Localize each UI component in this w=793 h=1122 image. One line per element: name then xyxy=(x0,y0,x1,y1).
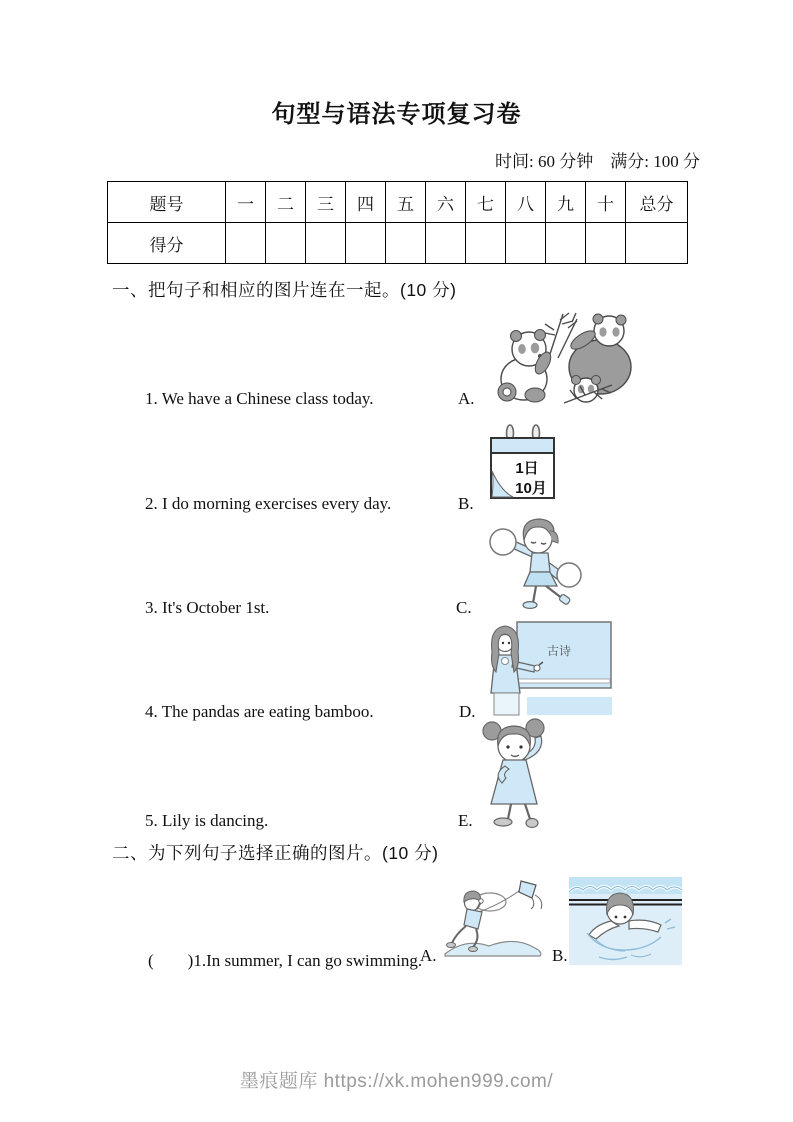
watermark-footer: 墨痕题库 https://xk.mohen999.com/ xyxy=(239,1071,554,1092)
header-cell-question-number: 题号 xyxy=(108,182,226,223)
match-sentence-5: 5. Lily is dancing. xyxy=(145,811,269,830)
morning-exercise-illustration xyxy=(486,511,604,613)
score-cell xyxy=(306,223,346,264)
score-cell-total xyxy=(626,223,688,264)
choice-option-a-label: A. xyxy=(420,946,437,965)
calendar-illustration xyxy=(489,424,557,502)
match-sentence-3: 3. It's October 1st. xyxy=(145,598,270,617)
header-cell-7: 七 xyxy=(466,182,506,223)
pandas-illustration xyxy=(488,306,638,406)
score-cell xyxy=(266,223,306,264)
header-cell-4: 四 xyxy=(346,182,386,223)
score-cell xyxy=(226,223,266,264)
exam-meta: 时间: 60 分钟 满分: 100 分 xyxy=(495,152,700,171)
section2-heading: 二、为下列句子选择正确的图片。(10 分) xyxy=(112,843,439,863)
kite-flying-illustration xyxy=(443,876,548,961)
match-sentence-2: 2. I do morning exercises every day. xyxy=(145,494,392,513)
match-sentence-4: 4. The pandas are eating bamboo. xyxy=(145,702,374,721)
header-cell-1: 一 xyxy=(226,182,266,223)
choice-question-1: ( )1.In summer, I can go swimming. xyxy=(148,951,423,970)
chinese-class-illustration xyxy=(487,621,612,716)
score-table xyxy=(107,181,688,264)
header-cell-10: 十 xyxy=(586,182,626,223)
header-cell-9: 九 xyxy=(546,182,586,223)
dancing-girl-illustration xyxy=(469,716,575,829)
score-row-label: 得分 xyxy=(108,223,226,264)
header-cell-2: 二 xyxy=(266,182,306,223)
header-cell-total: 总分 xyxy=(626,182,688,223)
match-letter-b: B. xyxy=(458,494,474,513)
match-letter-c: C. xyxy=(456,598,472,617)
match-letter-d: D. xyxy=(459,702,476,721)
swimming-illustration xyxy=(569,877,682,965)
score-cell xyxy=(346,223,386,264)
score-cell xyxy=(426,223,466,264)
header-cell-6: 六 xyxy=(426,182,466,223)
header-cell-5: 五 xyxy=(386,182,426,223)
match-sentence-1: 1. We have a Chinese class today. xyxy=(145,389,374,408)
match-letter-e: E. xyxy=(458,811,473,830)
score-cell xyxy=(586,223,626,264)
calendar-month-label: 10月 xyxy=(515,480,547,497)
page-title: 句型与语法专项复习卷 xyxy=(271,101,522,128)
calendar-day-label: 1日 xyxy=(515,460,539,477)
header-cell-3: 三 xyxy=(306,182,346,223)
score-cell xyxy=(466,223,506,264)
choice-option-b-label: B. xyxy=(552,946,568,965)
score-cell xyxy=(386,223,426,264)
score-cell xyxy=(546,223,586,264)
score-table-header-row xyxy=(108,182,688,223)
section1-heading: 一、把句子和相应的图片连在一起。(10 分) xyxy=(112,280,457,300)
header-cell-8: 八 xyxy=(506,182,546,223)
score-cell xyxy=(506,223,546,264)
match-letter-a: A. xyxy=(458,389,475,408)
blackboard-text: 古诗 xyxy=(547,644,572,658)
score-table-score-row xyxy=(108,223,688,264)
